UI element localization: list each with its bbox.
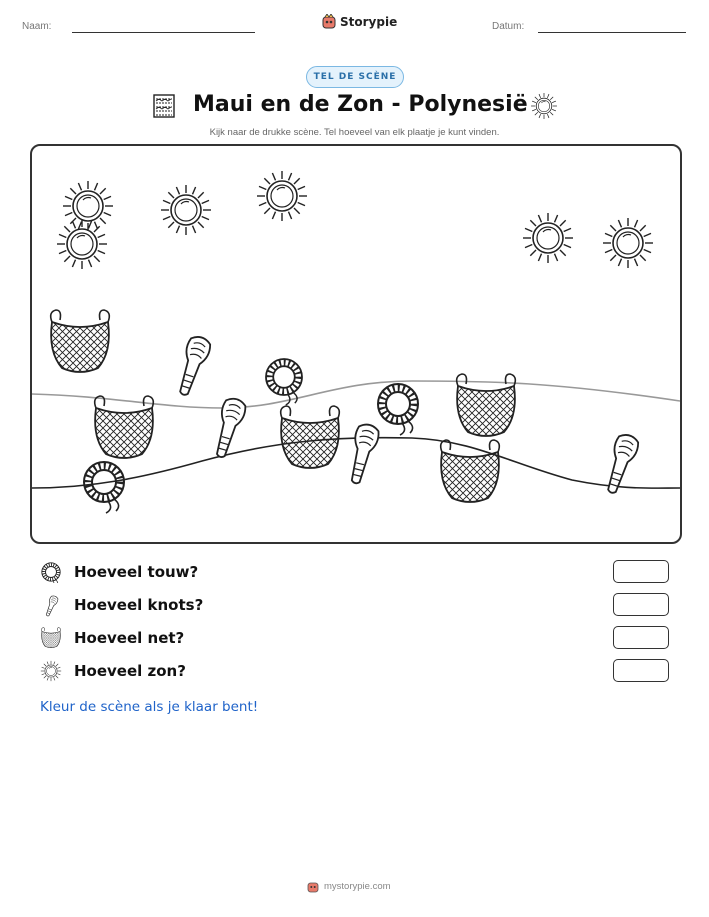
sun-icon: [523, 213, 573, 263]
rope-icon: [266, 359, 302, 405]
question-label: Hoeveel knots?: [74, 596, 204, 614]
name-line[interactable]: [72, 32, 255, 33]
mascot-icon: [322, 14, 336, 29]
rope-icon: [378, 384, 418, 435]
question-label: Hoeveel touw?: [74, 563, 199, 581]
rope-icon: [84, 462, 124, 513]
page-title: Maui en de Zon - Polynesië: [193, 92, 528, 117]
question-rope: [40, 560, 680, 586]
scene-illustration: [32, 146, 680, 542]
net-icon: [457, 374, 516, 436]
answer-box-sun[interactable]: [613, 659, 669, 682]
question-net: [40, 626, 680, 652]
answer-box-club[interactable]: [613, 593, 669, 616]
sun-icon: [63, 181, 113, 231]
sun-icon: [257, 171, 307, 221]
footer-url[interactable]: mystorypie.com: [324, 881, 391, 892]
question-label: Hoeveel zon?: [74, 662, 186, 680]
club-icon: [209, 396, 247, 460]
title-sun-icon: [530, 92, 558, 120]
tapa-cloth-icon: [153, 94, 175, 118]
sun-icon: [603, 218, 653, 268]
question-club: [40, 593, 680, 619]
answer-box-rope[interactable]: [613, 560, 669, 583]
question-label: Hoeveel net?: [74, 629, 185, 647]
scene-tag: TEL DE SCÈNE: [306, 66, 404, 88]
mascot-icon: [307, 880, 319, 893]
sun-icon: [40, 660, 62, 682]
net-icon: [281, 406, 340, 468]
date-line[interactable]: [538, 32, 686, 33]
net-icon: [40, 627, 62, 649]
brand-name: Storypie: [340, 14, 398, 29]
brand-logo: [322, 14, 397, 29]
answer-box-net[interactable]: [613, 626, 669, 649]
scene-frame: [30, 144, 682, 544]
wave-line-back: [32, 381, 680, 408]
footer: [307, 880, 391, 893]
instructions: Kijk naar de drukke scène. Tel hoeveel van elk plaatje je kunt vinden.: [209, 127, 500, 138]
club-icon: [344, 422, 381, 486]
club-icon: [173, 334, 213, 398]
name-label: Naam:: [22, 21, 52, 32]
sun-icon: [161, 185, 211, 235]
net-icon: [51, 310, 110, 372]
coloring-note: Kleur de scène als je klaar bent!: [40, 699, 259, 715]
rope-icon: [40, 561, 62, 583]
net-icon: [441, 440, 500, 502]
sun-icon: [57, 219, 107, 269]
date-label: Datum:: [492, 21, 525, 32]
club-icon: [40, 594, 62, 618]
question-sun: [40, 659, 680, 685]
net-icon: [95, 396, 154, 458]
